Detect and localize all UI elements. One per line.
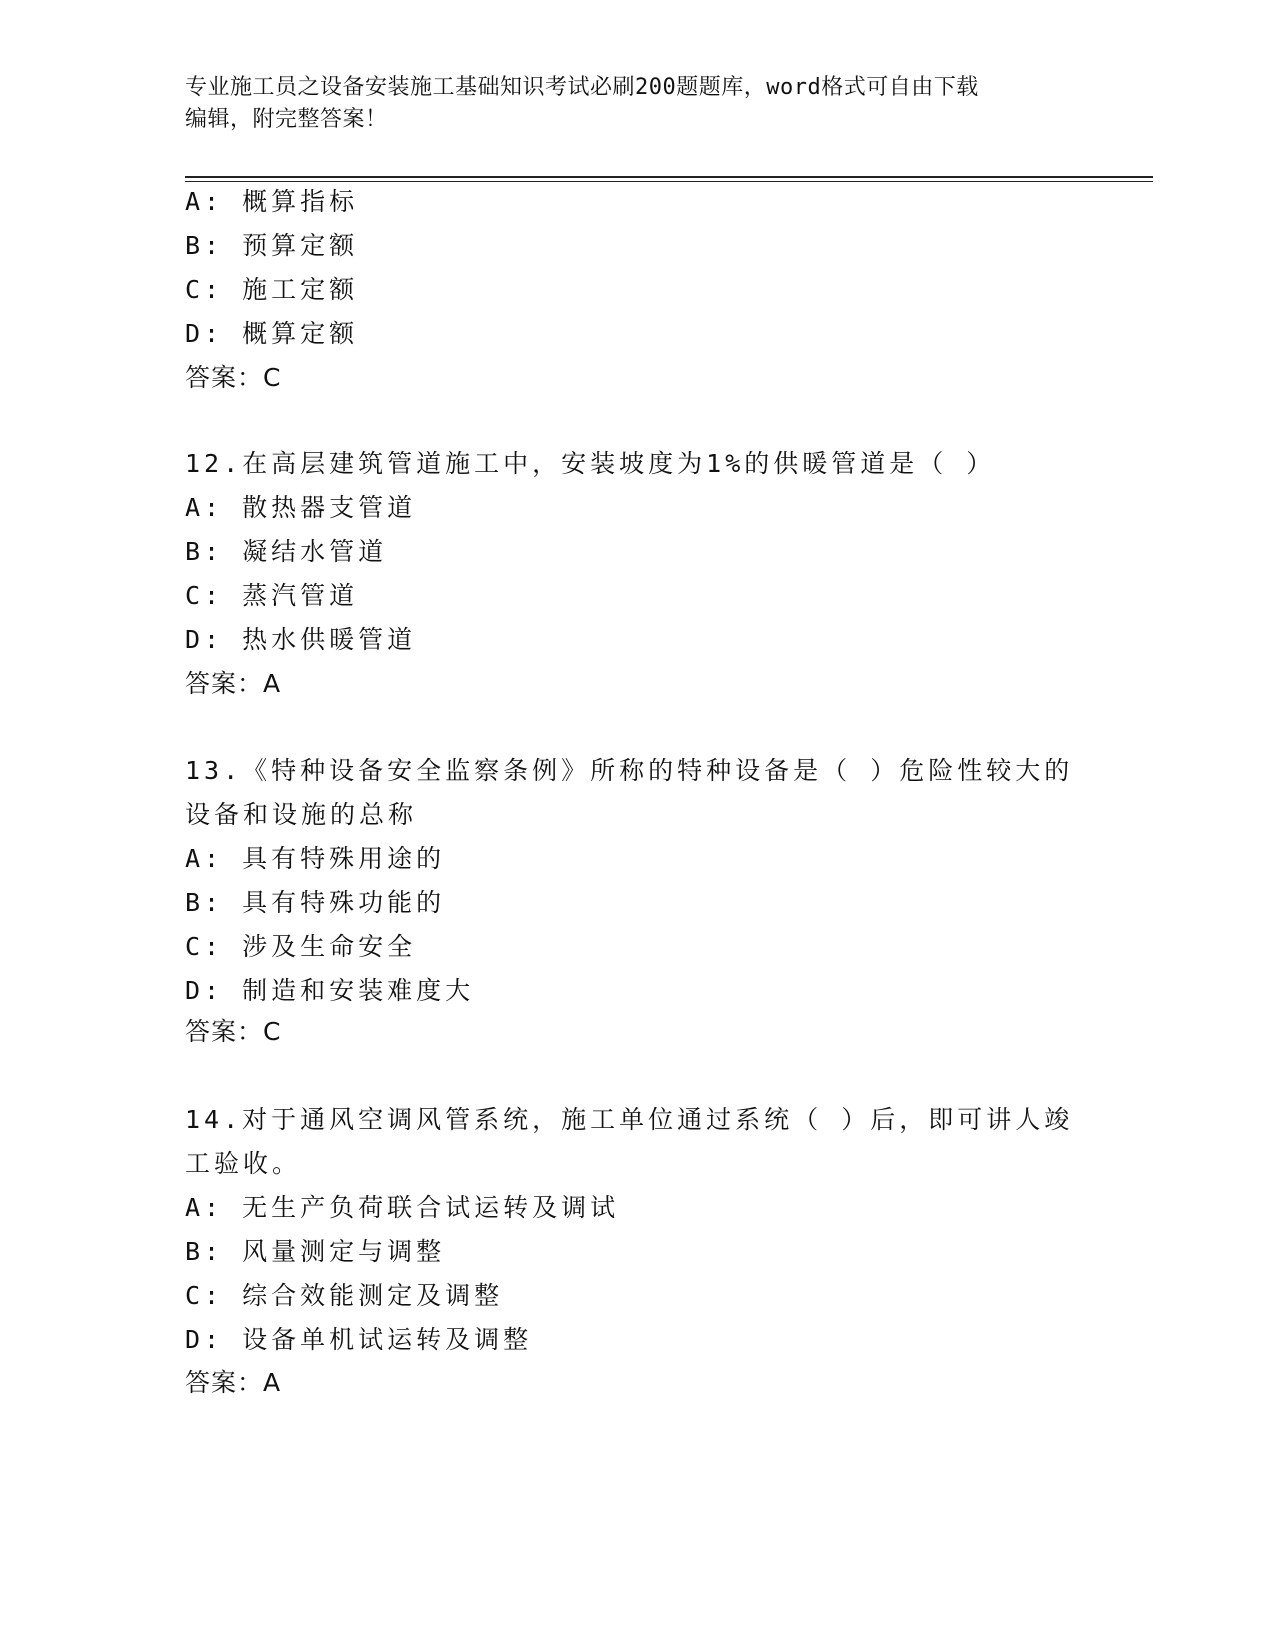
q13-option-b: B: 具有特殊功能的	[185, 888, 446, 917]
header-line-1: 专业施工员之设备安装施工基础知识考试必刷200题题库，word格式可自由下载	[185, 75, 979, 100]
header-divider-thick	[185, 176, 1153, 178]
q11-option-d: D: 概算定额	[185, 319, 359, 348]
q14-answer: 答案：A	[185, 1368, 282, 1397]
q11-option-b: B: 预算定额	[185, 231, 359, 260]
q11-option-c: C: 施工定额	[185, 275, 359, 304]
q12-stem: 12.在高层建筑管道施工中，安装坡度为1%的供暖管道是（ ）	[185, 449, 996, 478]
q12-option-a: A: 散热器支管道	[185, 493, 417, 522]
q14-option-b: B: 风量测定与调整	[185, 1237, 446, 1266]
q12-option-b: B: 凝结水管道	[185, 537, 388, 566]
header-line-2: 编辑，附完整答案！	[185, 107, 388, 132]
q11-answer: 答案：C	[185, 363, 282, 392]
q14-stem-line-2: 工验收。	[185, 1149, 302, 1178]
q13-option-a: A: 具有特殊用途的	[185, 844, 446, 873]
q14-stem-line-1: 14.对于通风空调风管系统，施工单位通过系统（ ）后，即可讲人竣	[185, 1105, 1074, 1134]
q11-option-a: A: 概算指标	[185, 187, 359, 216]
header-divider-thin	[185, 181, 1153, 182]
q13-option-d: D: 制造和安装难度大	[185, 976, 475, 1005]
document-header	[185, 72, 1065, 136]
q14-option-a: A: 无生产负荷联合试运转及调试	[185, 1193, 620, 1222]
q13-answer: 答案：C	[185, 1017, 282, 1046]
q14-option-c: C: 综合效能测定及调整	[185, 1281, 504, 1310]
q12-answer: 答案：A	[185, 669, 282, 698]
q12-option-d: D: 热水供暖管道	[185, 625, 417, 654]
q12-option-c: C: 蒸汽管道	[185, 581, 359, 610]
q13-stem-line-1: 13.《特种设备安全监察条例》所称的特种设备是（ ）危险性较大的	[185, 756, 1074, 785]
q13-stem-line-2: 设备和设施的总称	[185, 800, 418, 829]
q13-option-c: C: 涉及生命安全	[185, 932, 417, 961]
q14-option-d: D: 设备单机试运转及调整	[185, 1325, 533, 1354]
